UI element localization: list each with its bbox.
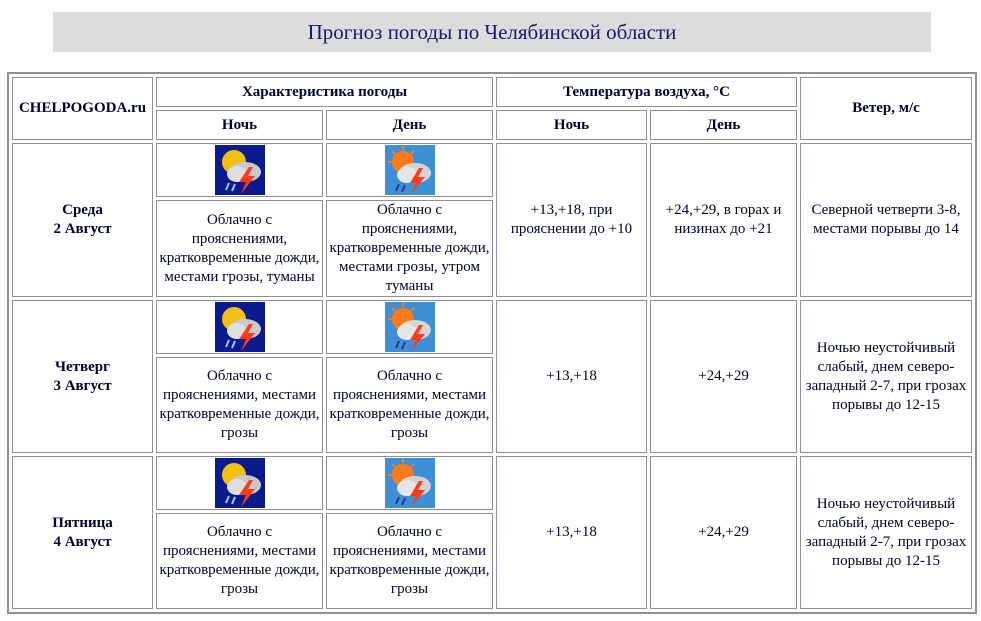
night-icon-cell [156,300,323,354]
header-temp-day: День [650,110,797,140]
day-description: Облачно с прояснениями, местами кратковременные дожди, грозы [326,513,493,609]
page-title: Прогноз погоды по Челябинской области [307,19,677,44]
day-label [12,456,153,609]
header-weather-day: День [326,110,493,140]
night-partly-cloudy-thunderstorm-icon [215,302,265,352]
day-date: 3 Август [53,377,112,394]
temp-day: +24,+29 [650,456,797,609]
header-temp-night: Ночь [496,110,647,140]
temp-night: +13,+18 [496,300,647,453]
table-row [12,300,972,354]
temp-day: +24,+29 [650,300,797,453]
day-name: Пятница [52,514,113,531]
day-name: Четверг [55,358,110,375]
day-date: 4 Август [53,533,112,550]
header-weather: Характеристика погоды [156,77,493,107]
day-icon-cell [326,143,493,197]
temp-day: +24,+29, в горах и низинах до +21 [650,143,797,297]
night-description: Облачно с прояснениями, местами кратковременные дожди, грозы [156,357,323,453]
page-title-bar [53,12,931,52]
site-name: CHELPOGODA.ru [12,77,153,140]
wind: Северной четверти 3-8, местами порывы до 14 [800,143,972,297]
temp-night: +13,+18, при прояснении до +10 [496,143,647,297]
day-description: Облачно с прояснениями, кратковременные дожди, местами грозы, утром туманы [326,200,493,297]
temp-night: +13,+18 [496,456,647,609]
table-row [12,143,972,197]
day-name: Среда [62,202,103,218]
day-label [12,300,153,453]
header-weather-night: Ночь [156,110,323,140]
day-partly-cloudy-thunderstorm-icon [385,458,435,508]
header-wind: Ветер, м/с [800,77,972,140]
wind: Ночью неустойчивый слабый, днем северо-западный 2-7, при грозах порывы до 12-15 [800,300,972,453]
day-partly-cloudy-thunderstorm-icon [385,145,435,195]
day-label [12,143,153,297]
night-partly-cloudy-thunderstorm-icon [215,145,265,195]
table-row [12,456,972,510]
day-icon-cell [326,456,493,510]
day-date: 2 Август [53,221,112,237]
day-description: Облачно с прояснениями, местами кратковременные дожди, грозы [326,357,493,453]
night-description: Облачно с прояснениями, местами кратковременные дожди, грозы [156,513,323,609]
day-icon-cell [326,300,493,354]
header-temperature: Температура воздуха, °C [496,77,797,107]
night-partly-cloudy-thunderstorm-icon [215,458,265,508]
day-partly-cloudy-thunderstorm-icon [385,302,435,352]
night-icon-cell [156,456,323,510]
night-description: Облачно с прояснениями, кратковременные дожди, местами грозы, туманы [156,200,323,297]
night-icon-cell [156,143,323,197]
forecast-table [7,72,977,614]
wind: Ночью неустойчивый слабый, днем северо-западный 2-7, при грозах порывы до 12-15 [800,456,972,609]
